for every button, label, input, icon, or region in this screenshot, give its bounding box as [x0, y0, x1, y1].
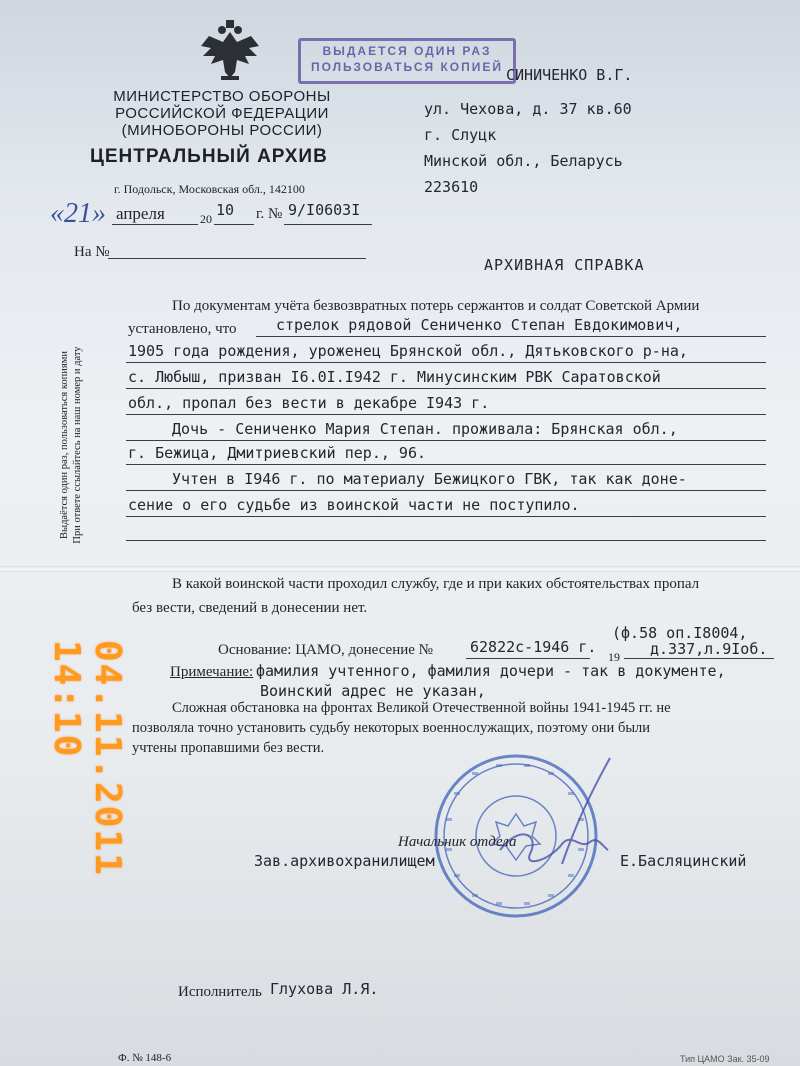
war-text-1: Сложная обстановка на фронтах Великой Отечественной войны 1941-1945 гг. не [172, 700, 671, 716]
side-margin-note [58, 330, 100, 560]
side-note-line-2: При ответе ссылайтесь на наш номер и дату [72, 346, 83, 544]
handwritten-signature-icon [480, 754, 620, 884]
body-rule-2 [126, 362, 766, 363]
body-rule-8 [126, 516, 766, 517]
signer-name: Е.Басляцинский [620, 852, 747, 870]
war-text-2: позволяла точно установить судьбу некоторых военнослужащих, поэтому они были [132, 720, 651, 736]
side-note-line-1: Выдаётся один раз, пользоваться копиями [59, 351, 70, 539]
body-line-8: сение о его судьбе из воинской части не поступило. [128, 496, 580, 514]
camera-timestamp: 04.11.2011 14:10 [46, 640, 128, 877]
date-day-value: 21 [64, 198, 92, 229]
body-line-7: Учтен в I946 г. по материалу Бежицкого ГВК, так как доне- [172, 470, 687, 488]
recipient-postcode: 223610 [424, 178, 479, 196]
basis-fond: (ф.58 оп.I8004, [612, 624, 748, 642]
established-label: установлено, что [128, 321, 237, 337]
document-title: АРХИВНАЯ СПРАВКА [484, 256, 645, 274]
print-code: Тип ЦАМО Зак. 35-09 [680, 1054, 770, 1064]
note-label: Примечание: [170, 664, 254, 680]
date-year: 10 [216, 201, 235, 219]
date-day: «21» [50, 198, 106, 229]
note-line-2: Воинский адрес не указан, [260, 682, 486, 700]
body-rule-1 [256, 336, 766, 337]
recipient-street: ул. Чехова, д. 37 кв.60 [424, 100, 632, 118]
doc-number-underline [284, 224, 372, 225]
archive-title: ЦЕНТРАЛЬНЫЙ АРХИВ [90, 146, 328, 167]
body-line-6: г. Бежица, Дмитриевский пер., 96. [128, 444, 427, 462]
body-rule-5 [126, 440, 766, 441]
basis-delo-underline [624, 658, 774, 659]
stamp-line-1: ВЫДАЕТСЯ ОДИН РАЗ [322, 44, 492, 58]
basis-number: 62822с-1946 г. [470, 638, 597, 656]
na-underline [108, 258, 366, 259]
double-headed-eagle-emblem-icon [195, 18, 265, 86]
recipient-region: Минской обл., Беларусь [424, 152, 623, 170]
war-text-3: учтены пропавшими без вести. [132, 740, 325, 756]
body-rule-4 [126, 414, 766, 415]
date-suffix: г. № [256, 206, 283, 222]
doc-number: 9/I0603I [288, 201, 361, 219]
body-intro: По документам учёта безвозвратных потерь сержантов и солдат Советской Армии [172, 298, 700, 314]
date-month-underline [112, 224, 198, 225]
basis-year-prefix: 19 [608, 650, 620, 664]
body-rule-9 [126, 540, 766, 541]
ministry-block [96, 88, 348, 139]
storage-head-label: Зав.архивохранилищем [254, 852, 435, 870]
dept-head-label: Начальник отдела [398, 834, 517, 850]
basis-number-underline [466, 658, 590, 659]
ministry-line-1: МИНИСТЕРСТВО ОБОРОНЫ [113, 88, 331, 105]
executor-label: Исполнитель [178, 984, 262, 1000]
form-number: Ф. № 148-6 [118, 1052, 172, 1064]
body-line-3: с. Любыш, призван I6.0I.I942 г. Минусинским РВК Саратовской [128, 368, 661, 386]
recipient-city: г. Слуцк [424, 126, 497, 144]
ministry-line-3: (МИНОБОРОНЫ РОССИИ) [121, 122, 323, 139]
recipient-name: СИНИЧЕНКО В.Г. [506, 66, 633, 84]
executor-name: Глухова Л.Я. [270, 980, 379, 998]
note-line-1: фамилия учтенного, фамилия дочери - так в документе, [256, 662, 726, 680]
basis-label: Основание: ЦАМО, донесение № [218, 642, 433, 658]
date-year-underline [214, 224, 254, 225]
unit-text-1: В какой воинской части проходил службу, где и при каких обстоятельствах пропал [172, 576, 700, 592]
paper-fold-line [0, 566, 800, 572]
body-line-1: стрелок рядовой Сениченко Степан Евдокимович, [276, 316, 683, 334]
body-rule-7 [126, 490, 766, 491]
body-line-4: обл., пропал без вести в декабре I943 г. [128, 394, 490, 412]
na-label: На № [74, 244, 110, 260]
unit-text-2: без вести, сведений в донесении нет. [132, 600, 368, 616]
date-year-prefix: 20 [200, 212, 212, 226]
body-line-2: 1905 года рождения, уроженец Брянской обл., Дятьковского р-на, [128, 342, 688, 360]
body-rule-6 [126, 464, 766, 465]
copy-usage-stamp [298, 38, 516, 84]
ministry-line-2: РОССИЙСКОЙ ФЕДЕРАЦИИ [115, 105, 329, 122]
body-rule-3 [126, 388, 766, 389]
basis-delo: д.337,л.9Iоб. [650, 640, 768, 658]
body-line-5: Дочь - Сениченко Мария Степан. проживала: Брянская обл., [172, 420, 678, 438]
archive-address: г. Подольск, Московская обл., 142100 [114, 182, 305, 196]
stamp-line-2: ПОЛЬЗОВАТЬСЯ КОПИЕЙ [310, 60, 504, 74]
date-month: апреля [116, 204, 165, 223]
